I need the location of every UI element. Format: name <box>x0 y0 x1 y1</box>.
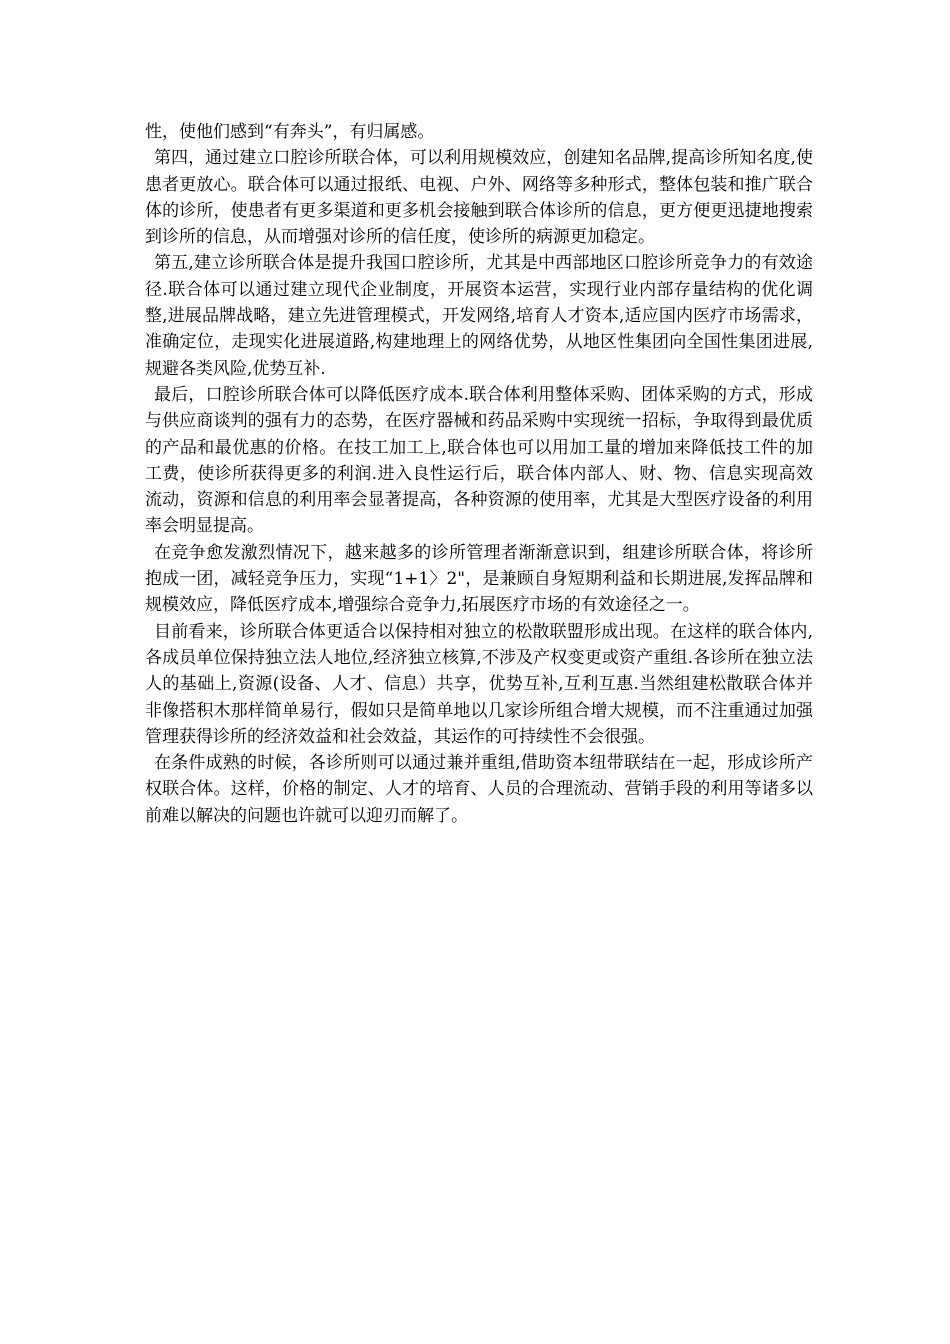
paragraph-finally: 最后，口腔诊所联合体可以降低医疗成本.联合体利用整体采购、团体采购的方式，形成与供应商谈判的强有力的态势，在医疗器械和药品采购中实现统一招标，争取得到最优质的产品和最优惠的价格。在技工加工上,联合体也可以用加工量的增加来降低技工件的加工费，使诊所获得更多的利润.进入良性运行后，联合体内部人、财、物、信息实现高效流动，资源和信息的利用率会显著提高，各种资源的使用率，尤其是大型医疗设备的利用率会明显提高。 <box>145 384 813 537</box>
paragraph-current-view: 目前看来，诊所联合体更适合以保持相对独立的松散联盟形成出现。在这样的联合体内,各成员单位保持独立法人地位,经济独立核算,不涉及产权变更或资产重组.各诊所在独立法人的基础上,资源(设备、人才、信息）共享，优势互补,互利互惠.当然组建松散联合体并非像搭积木那样简单易行，假如只是简单地以几家诊所组合增大规模，而不注重通过加强管理获得诊所的经济效益和社会效益，其运作的可持续性不会很强。 <box>145 621 813 747</box>
paragraph-fifth: 第五,建立诊所联合体是提升我国口腔诊所，尤其是中西部地区口腔诊所竞争力的有效途径.联合体可以通过建立现代企业制度，开展资本运营，实现行业内部存量结构的优化调整,进展品牌战略，建立先进管理模式，开发网络,培育人才资本,适应国内医疗市场需求，准确定位，走现实化进展道路,构建地理上的网络优势，从地区性集团向全国性集团进展,规避各类风险,优势互补. <box>145 253 813 379</box>
paragraph-fourth: 第四，通过建立口腔诊所联合体，可以利用规模效应，创建知名品牌,提高诊所知名度,使患者更放心。联合体可以通过报纸、电视、户外、网络等多种形式，整体包装和推广联合体的诊所，使患者有更多渠道和更多机会接触到联合体诊所的信息，更方便更迅捷地搜索到诊所的信息，从而增强对诊所的信任度，使诊所的病源更加稳定。 <box>145 148 813 248</box>
paragraph-mature-conditions: 在条件成熟的时候，各诊所则可以通过兼并重组,借助资本纽带联结在一起，形成诊所产权联合体。这样，价格的制定、人才的培育、人员的合理流动、营销手段的利用等诸多以前难以解决的问题也许就可以迎刃而解了。 <box>145 753 813 826</box>
paragraph-continuation: 性，使他们感到“有奔头”，有归属感。 <box>145 122 435 142</box>
document-body <box>145 119 813 829</box>
paragraph-competition: 在竞争愈发激烈情况下，越来越多的诊所管理者渐渐意识到，组建诊所联合体，将诊所抱成一团，减轻竞争压力，实现“1+1〉2"，是兼顾自身短期利益和长期进展,发挥品牌和规模效应，降低医疗成本,增强综合竞争力,拓展医疗市场的有效途径之一。 <box>145 542 813 616</box>
